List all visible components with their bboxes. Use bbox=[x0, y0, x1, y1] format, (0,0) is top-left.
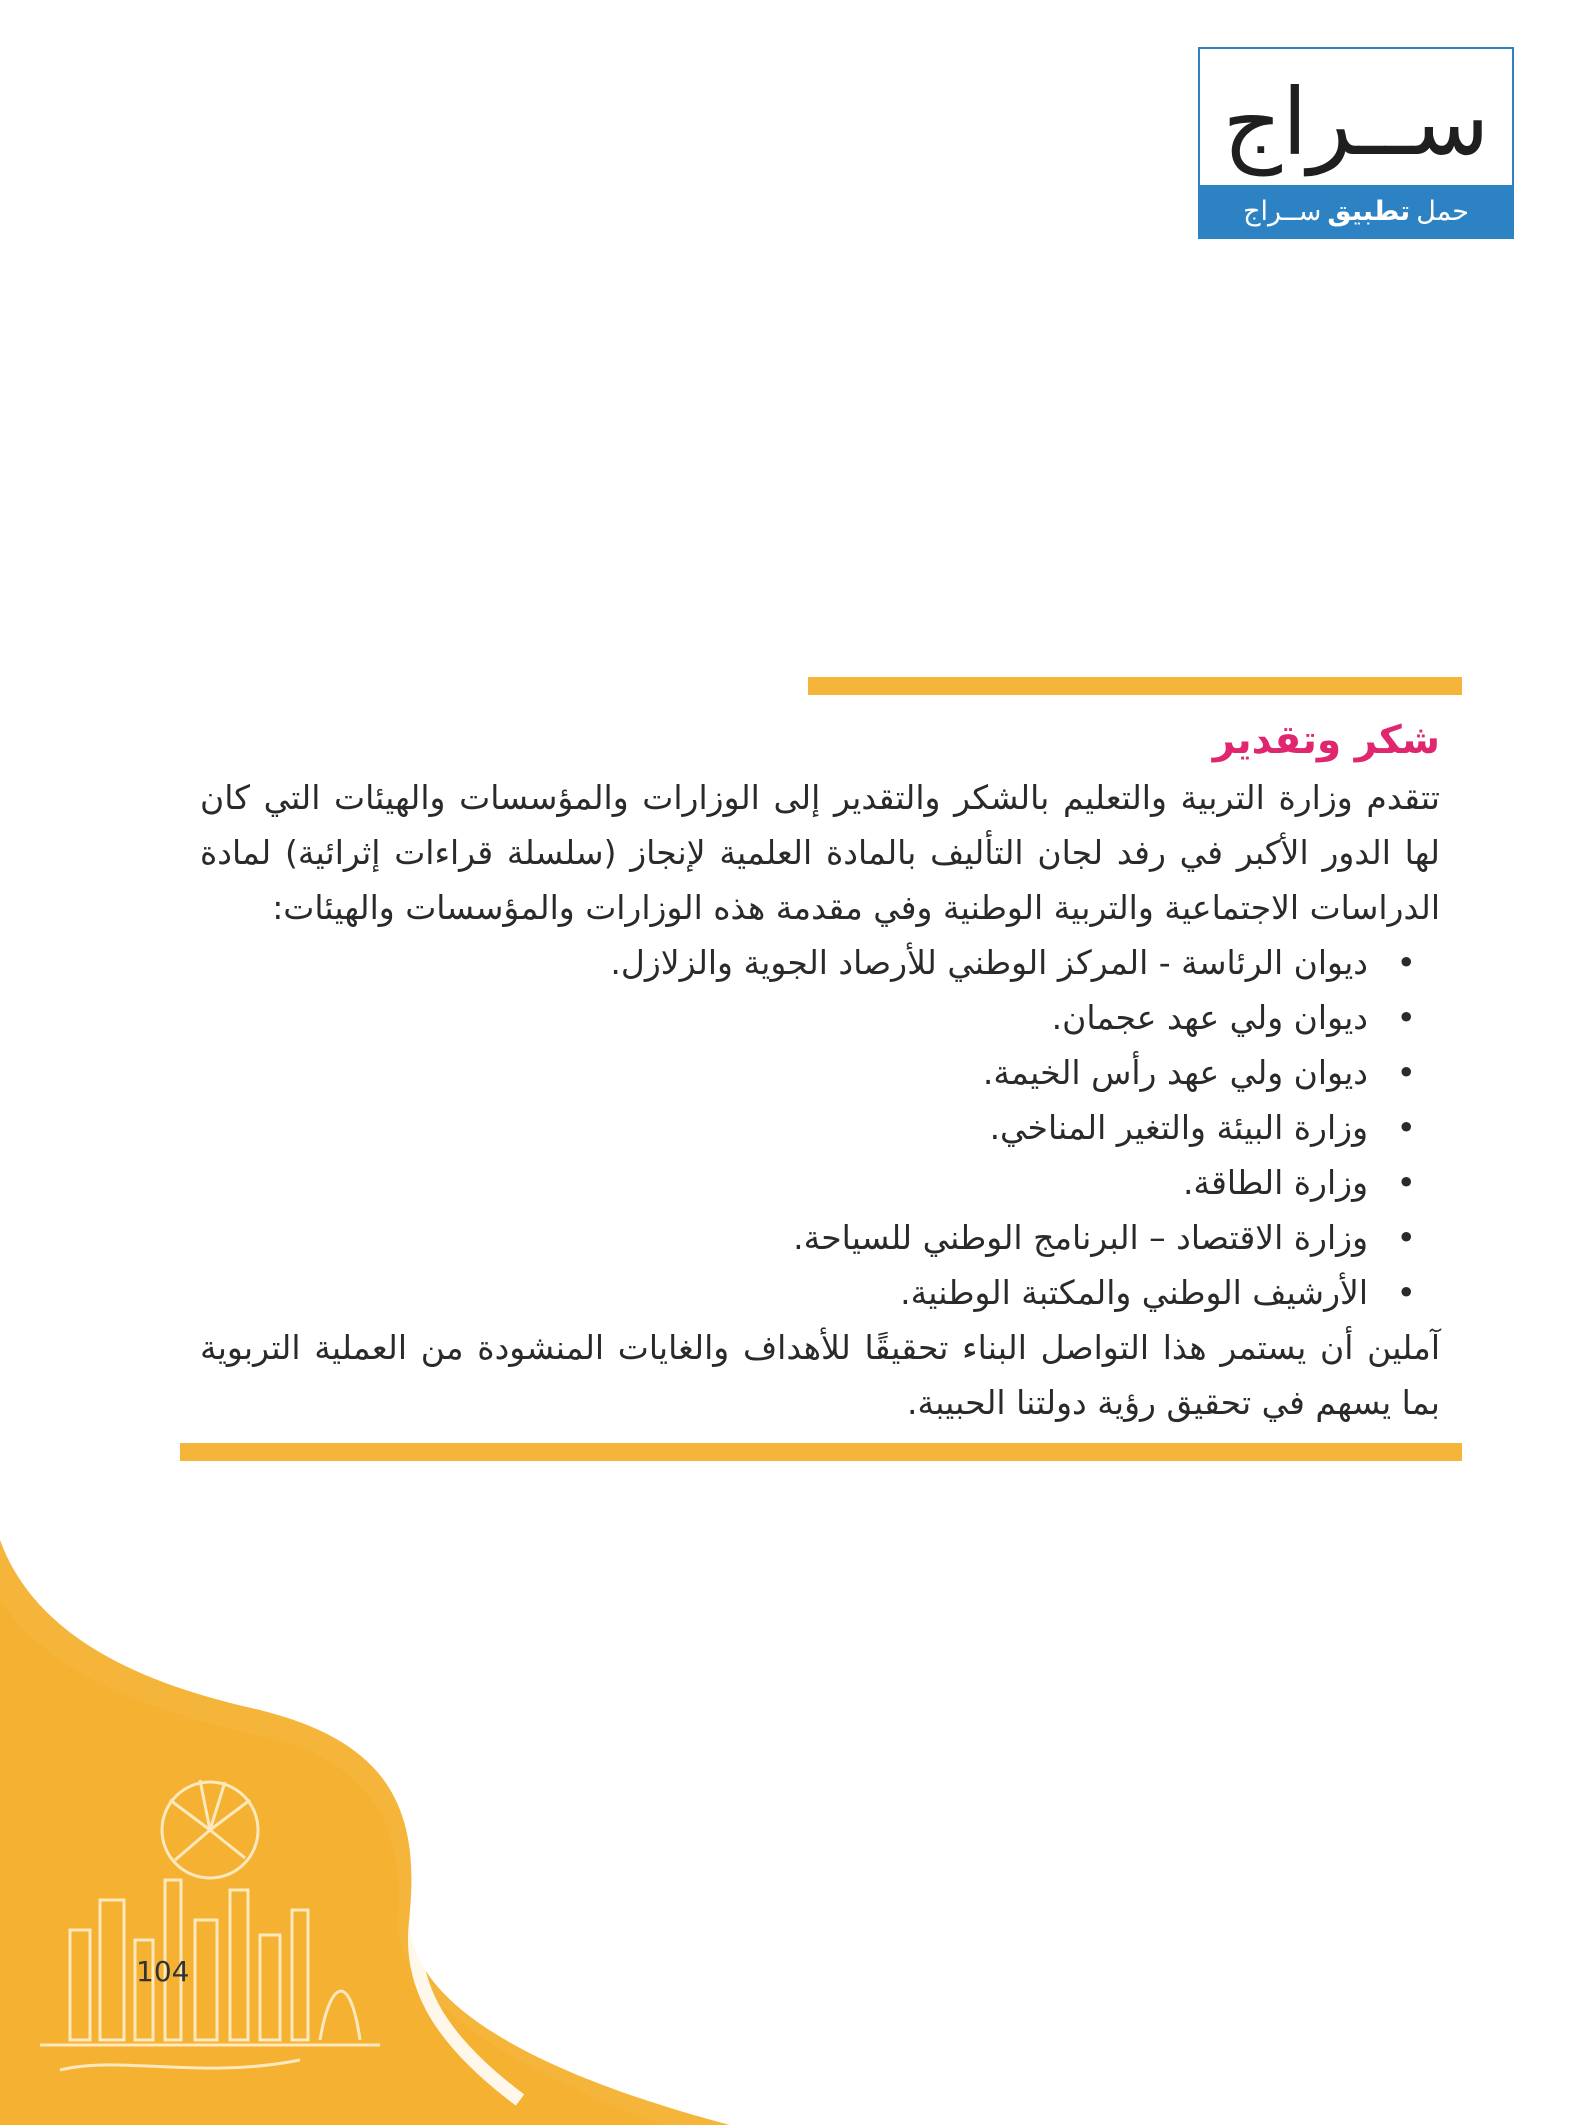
logo-tagline bbox=[1200, 185, 1512, 237]
organizations-list bbox=[200, 935, 1440, 1320]
tagline-pre: حمل bbox=[1416, 195, 1469, 227]
list-item-text: وزارة الطاقة. bbox=[1182, 1163, 1368, 1202]
top-divider bbox=[808, 677, 1462, 695]
list-item-text: ديوان الرئاسة - المركز الوطني للأرصاد الجوية والزلازل. bbox=[610, 943, 1368, 982]
list-item bbox=[200, 1155, 1416, 1210]
list-item bbox=[200, 1100, 1416, 1155]
list-item-text: ديوان ولي عهد رأس الخيمة. bbox=[982, 1053, 1368, 1092]
bullet-icon: • bbox=[1396, 1163, 1416, 1202]
list-item bbox=[200, 1210, 1416, 1265]
acknowledgment-section bbox=[200, 712, 1440, 1430]
siraj-logo bbox=[1198, 47, 1514, 239]
list-item bbox=[200, 935, 1416, 990]
bottom-divider bbox=[180, 1443, 1462, 1461]
page-title: شكر وتقدير bbox=[1212, 718, 1440, 763]
closing-paragraph: آملين أن يستمر هذا التواصل البناء تحقيقًا للأهداف والغايات المنشودة من العملية التربوية بما يسهم في تحقيق رؤية دولتنا الحبيبة. bbox=[200, 1328, 1440, 1422]
list-item bbox=[200, 1045, 1416, 1100]
bullet-icon: • bbox=[1396, 998, 1416, 1037]
logo-wordmark: ســراج bbox=[1222, 69, 1490, 176]
bullet-icon: • bbox=[1396, 1273, 1416, 1312]
tagline-post: ســراج bbox=[1243, 195, 1322, 227]
list-item-text: وزارة البيئة والتغير المناخي. bbox=[989, 1108, 1368, 1147]
list-item bbox=[200, 1265, 1416, 1320]
bullet-icon: • bbox=[1396, 1218, 1416, 1257]
bullet-icon: • bbox=[1396, 1053, 1416, 1092]
page-number: 104 bbox=[136, 1955, 190, 1988]
list-item-text: الأرشيف الوطني والمكتبة الوطنية. bbox=[900, 1273, 1368, 1312]
list-item bbox=[200, 990, 1416, 1045]
list-item-text: وزارة الاقتصاد – البرنامج الوطني للسياحة. bbox=[793, 1218, 1368, 1257]
decorative-corner-skyline bbox=[0, 1540, 760, 2125]
tagline-bold: تطبيق bbox=[1327, 195, 1411, 227]
bullet-icon: • bbox=[1396, 943, 1416, 982]
bullet-icon: • bbox=[1396, 1108, 1416, 1147]
list-item-text: ديوان ولي عهد عجمان. bbox=[1051, 998, 1368, 1037]
intro-paragraph: تتقدم وزارة التربية والتعليم بالشكر والتقدير إلى الوزارات والمؤسسات والهيئات التي كان لها الدور الأكبر في رفد لجان التأليف بالمادة العلمية لإنجاز (سلسلة قراءات إثرائية) لمادة الدراسات الاجتماعية والتربية الوطنية وفي مقدمة هذه الوزارات والمؤسسات والهيئات: bbox=[200, 778, 1440, 927]
